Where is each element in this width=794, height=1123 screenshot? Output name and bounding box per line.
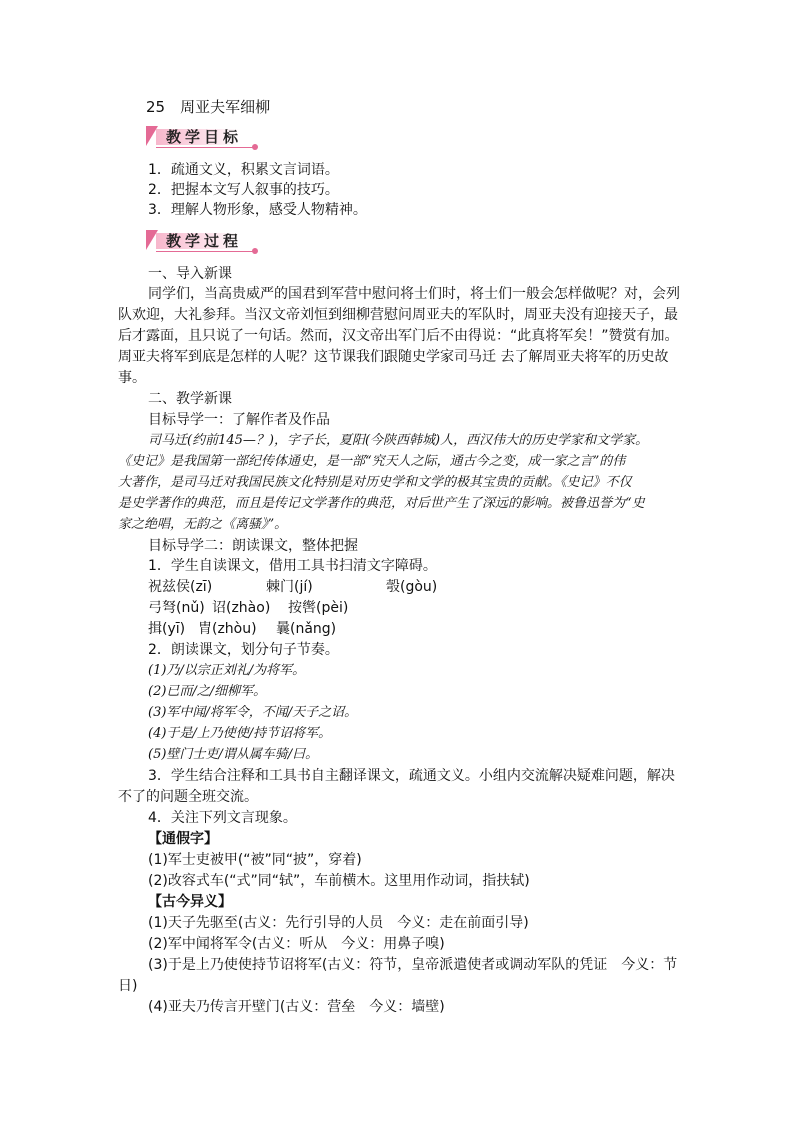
gujin-item: (2)军中闻将军令(古义：听从 今义：用鼻子嗅): [148, 936, 445, 952]
pinyin-word: 彀(gòu): [386, 579, 438, 595]
step-text: 不了的问题全班交流。: [118, 789, 258, 805]
category-heading: 【通假字】: [148, 831, 218, 847]
step-text: 2．朗读课文，划分句子节奏。: [148, 642, 339, 658]
part-heading: 二、教学新课: [148, 391, 232, 407]
section-header-process: [146, 230, 258, 254]
paragraph-line: 周亚夫将军到底是怎样的人呢？这节课我们跟随史学家司马迁 去了解周亚夫将军的历史故: [118, 349, 669, 365]
gujin-item: (1)天子先驱至(古义：先行引导的人员 今义：走在前面引导): [148, 915, 529, 931]
header-dot: [252, 144, 258, 150]
header-underline: [156, 251, 256, 252]
paragraph-line: 后才露面，且只说了一句话。然而，汉文帝出军门后不由得说：“此真将军矣！”赞赏有加。: [118, 328, 679, 344]
author-intro-line: 家之绝唱，无韵之《离骚》”。: [118, 517, 288, 532]
tongjia-item: (1)军士吏被甲(“被”同“披”，穿着): [148, 852, 362, 868]
rhythm-item: (4)于是/上乃使使/持节诏将军。: [148, 726, 332, 741]
author-intro-line: 《史记》是我国第一部纪传体通史，是一部“究天人之际，通古今之变，成一家之言”的伟: [118, 454, 626, 469]
section-header-label: 教学目标: [166, 128, 243, 146]
section-header-objectives: [146, 126, 258, 150]
step-text: 3．学生结合注释和工具书自主翻译课文，疏通文义。小组内交流解决疑难问题，解决: [148, 768, 675, 784]
pinyin-row: [148, 598, 678, 618]
gujin-item: 日): [118, 978, 138, 994]
rhythm-item: (3)军中闻/将军令，不闻/天子之诏。: [148, 705, 358, 720]
gujin-item: (3)于是上乃使使持节诏将军(古义：符节，皇帝派遣使者或调动军队的凭证 今义：节: [148, 957, 678, 973]
rhythm-item: (1)乃/以宗正刘礼/为将军。: [148, 663, 306, 678]
goal-heading: 目标导学二：朗读课文，整体把握: [148, 538, 358, 554]
gujin-item: (4)亚夫乃传言开壁门(古义：营垒 今义：墙壁): [148, 999, 445, 1015]
pinyin-word: 曩(nǎng): [276, 621, 337, 637]
header-dot: [252, 248, 258, 254]
pinyin-word: 祝兹侯(zī): [148, 579, 213, 595]
rhythm-item: (2)已而/之/细柳军。: [148, 684, 267, 699]
section-header-label: 教学过程: [166, 232, 243, 250]
objective-item: 1．疏通文义，积累文言词语。: [148, 162, 339, 178]
pinyin-word: 胄(zhòu): [198, 621, 257, 637]
pinyin-word: 棘门(jí): [266, 579, 313, 595]
pinyin-word: 按辔(pèi): [288, 600, 349, 616]
part-heading: 一、导入新课: [148, 266, 232, 282]
paragraph-line: 队欢迎，大礼参拜。当汉文帝刘恒到细柳营慰问周亚夫的军队时，周亚夫没有迎接天子，最: [118, 307, 678, 323]
lesson-title: 25 周亚夫军细柳: [146, 98, 271, 116]
author-intro-line: 是史学著作的典范，而且是传记文学著作的典范，对后世产生了深远的影响。被鲁迅誉为“史: [118, 496, 645, 511]
objective-item: 2．把握本文写人叙事的技巧。: [148, 182, 339, 198]
pinyin-row: [148, 619, 678, 639]
pinyin-word: 弓弩(nǔ): [148, 600, 205, 616]
tongjia-item: (2)改容式车(“式”同“轼”，车前横木。这里用作动词，指扶轼): [148, 873, 530, 889]
category-heading: 【古今异义】: [148, 894, 232, 910]
objective-item: 3．理解人物形象，感受人物精神。: [148, 202, 367, 218]
paragraph-line: 同学们，当高贵威严的国君到军营中慰问将士们时，将士们一般会怎样做呢？对，会列: [148, 286, 680, 302]
step-text: 1．学生自读课文，借用工具书扫清文字障碍。: [148, 558, 437, 574]
rhythm-item: (5)壁门士吏/谓从属车骑/曰。: [148, 747, 319, 762]
goal-heading: 目标导学一：了解作者及作品: [148, 412, 330, 428]
paragraph-line: 事。: [118, 370, 146, 386]
pinyin-row: [148, 577, 678, 597]
pinyin-word: 诏(zhào): [212, 600, 271, 616]
header-underline: [156, 147, 256, 148]
author-intro-line: 大著作，是司马迁对我国民族文化特别是对历史学和文学的极其宝贵的贡献。《史记》不仅: [118, 475, 632, 490]
step-text: 4．关注下列文言现象。: [148, 810, 297, 826]
author-intro-line: 司马迁(约前145—？)，字子长，夏阳(今陕西韩城)人，西汉伟大的历史学家和文学家。: [148, 433, 649, 448]
pinyin-word: 揖(yī): [148, 621, 186, 637]
